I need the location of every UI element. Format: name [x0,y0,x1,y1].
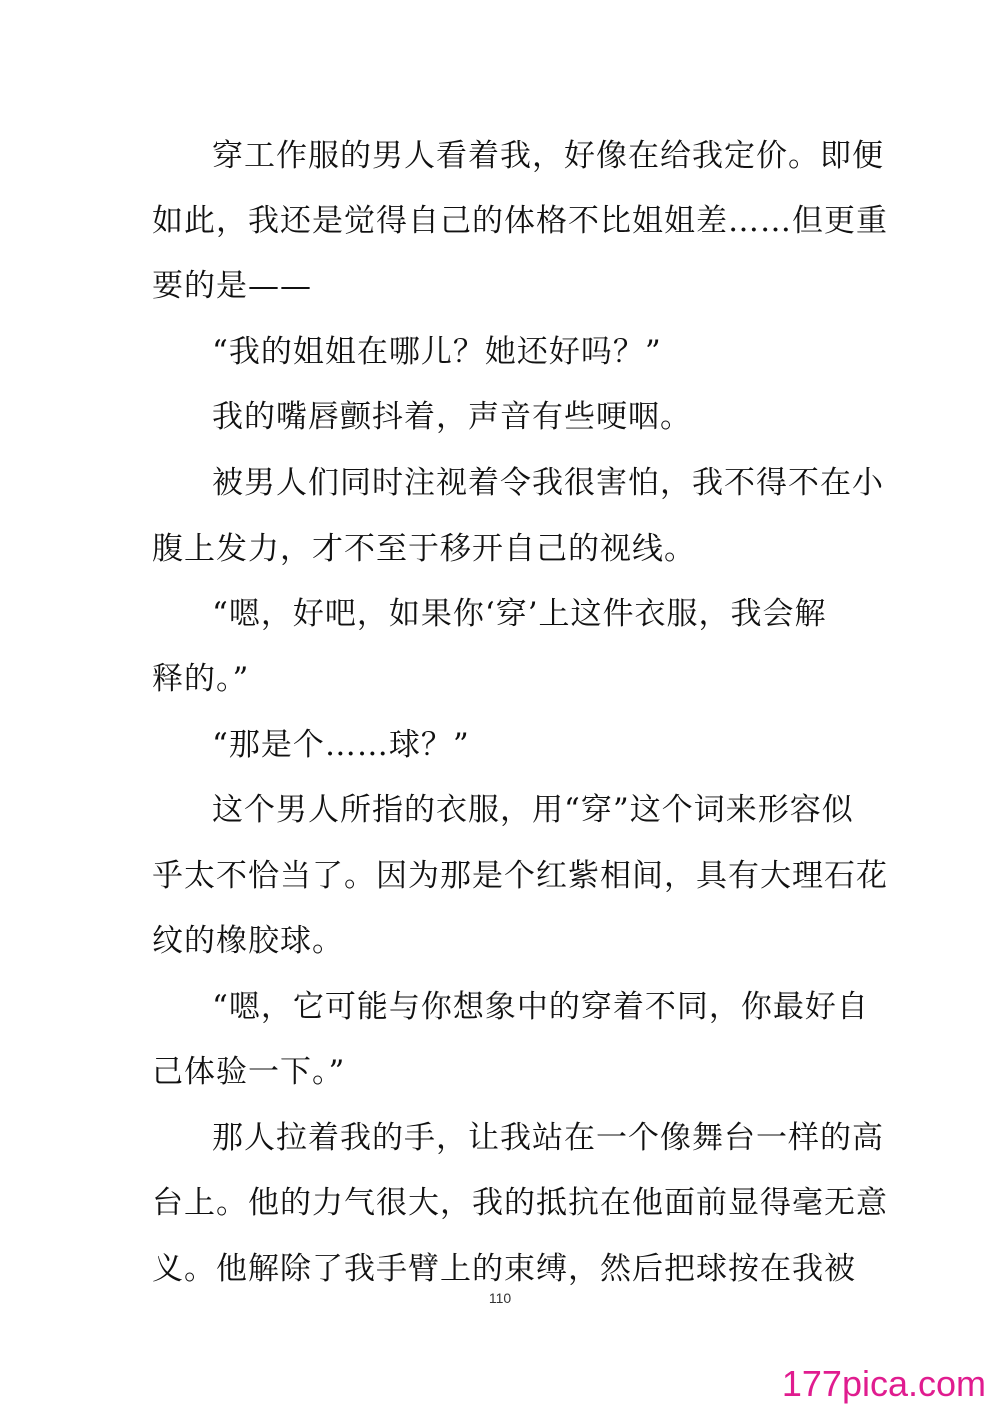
text-line: 被男人们同时注视着令我很害怕，我不得不在小 [212,465,884,501]
text-line: 己体验一下。” [152,1054,346,1090]
text-line: “嗯，好吧，如果你‘穿’上这件衣服，我会解 [212,596,827,632]
text-line: 纹的橡胶球。 [152,923,344,959]
text-line: 要的是—— [152,268,312,304]
page-number: 110 [488,1290,512,1306]
text-line: 那人拉着我的手，让我站在一个像舞台一样的高 [212,1120,884,1156]
text-line: 义。他解除了我手臂上的束缚，然后把球按在我被 [152,1251,856,1287]
text-line: “那是个……球？” [212,727,470,763]
text-line: 腹上发力，才不至于移开自己的视线。 [152,531,696,567]
text-line: “我的姐姐在哪儿？她还好吗？” [212,334,662,370]
text-line: 这个男人所指的衣服，用“穿”这个词来形容似 [212,792,854,828]
watermark: 177pica.com [781,1363,986,1404]
text-line: 如此，我还是觉得自己的体格不比姐姐差……但更重 [152,203,888,239]
text-line: 台上。他的力气很大，我的抵抗在他面前显得毫无意 [152,1185,888,1221]
text-line: 释的。” [152,661,250,697]
text-line: 乎太不恰当了。因为那是个红紫相间，具有大理石花 [152,858,888,894]
text-line: “嗯，它可能与你想象中的穿着不同，你最好自 [212,989,869,1025]
text-line: 穿工作服的男人看着我，好像在给我定价。即便 [212,138,884,174]
text-line: 我的嘴唇颤抖着，声音有些哽咽。 [212,399,692,435]
